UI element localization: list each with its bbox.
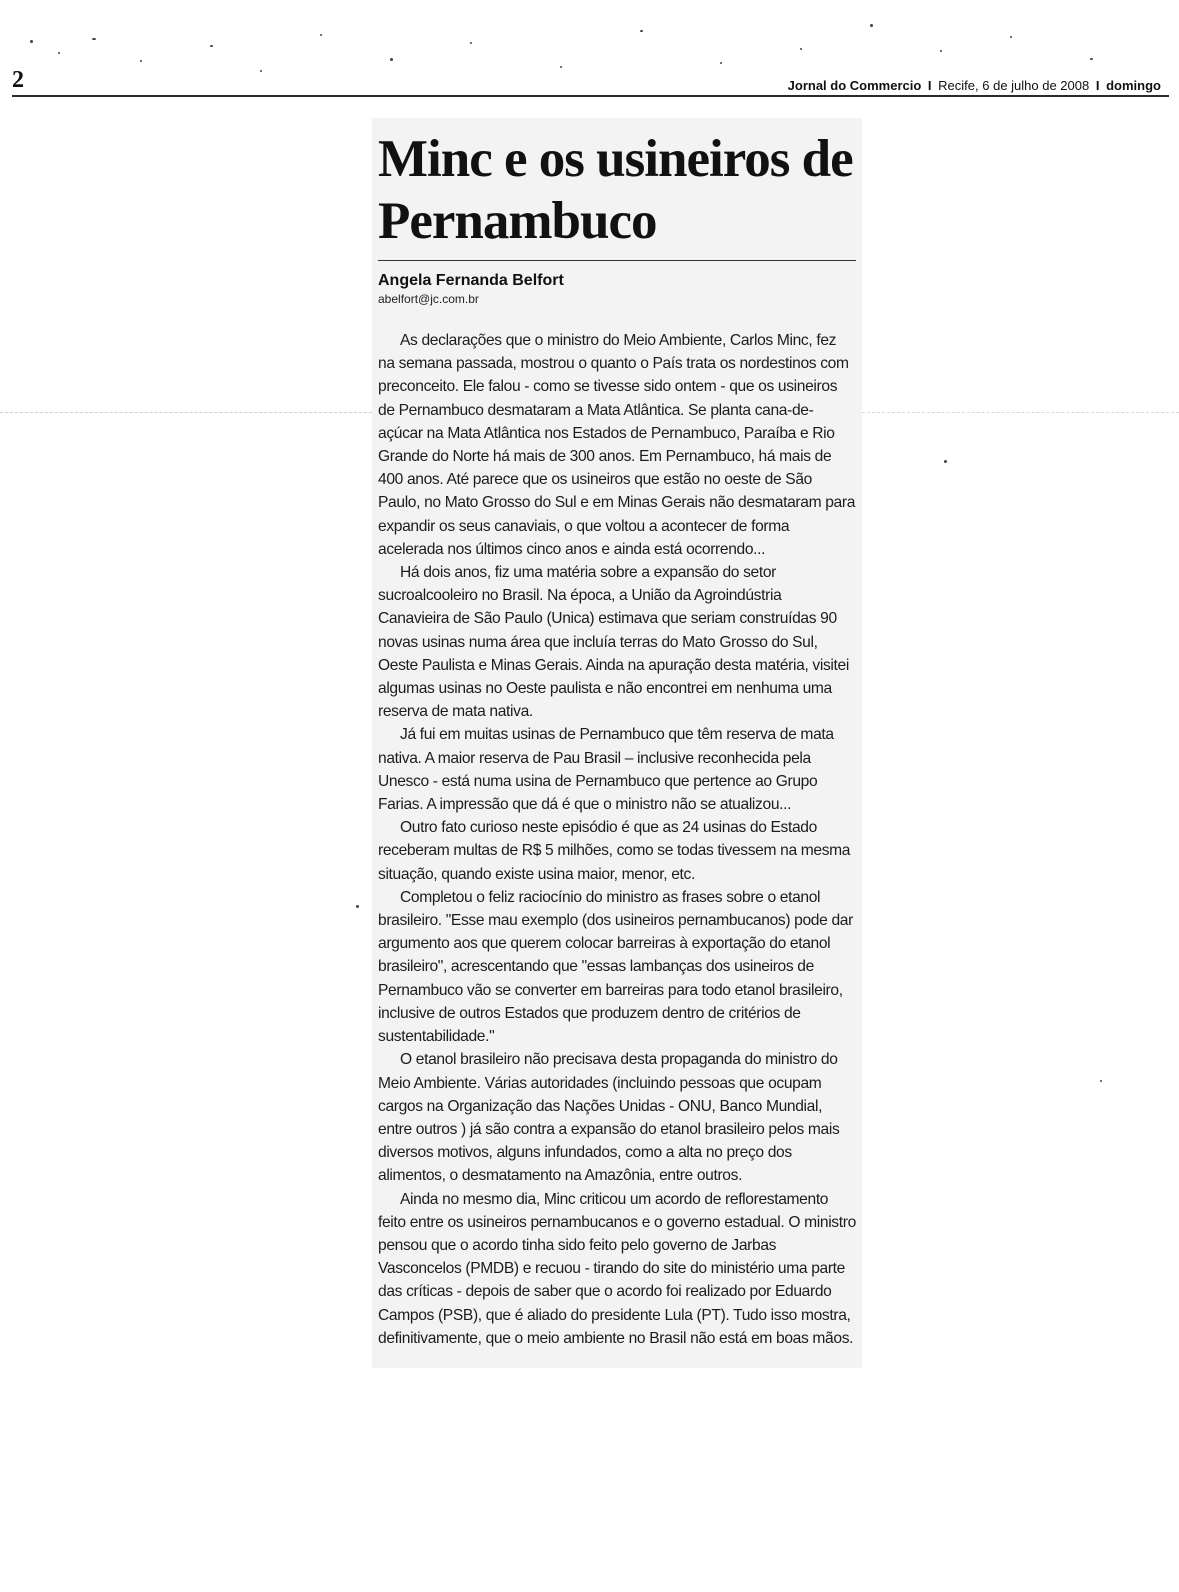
masthead-separator: I xyxy=(927,78,932,93)
page-number: 2 xyxy=(12,67,24,93)
paragraph: Completou o feliz raciocínio do ministro as frases sobre o etanol brasileiro. "Esse mau exemplo (dos usineiros pernambucanos) pode dar argumento aos que querem colocar barreiras à exportação do etanol brasileiro", acrescentando que "essas lambanças dos usineiros de Pernambuco vão se converter em barreiras para todo etanol brasileiro, inclusive de outros Estados que produzem dentro de critérios de sustentabilidade." xyxy=(378,888,853,1046)
paragraph: Já fui em muitas usinas de Pernambuco que têm reserva de mata nativa. A maior reserva de Pau Brasil – inclusive reconhecida pela Unesco - está numa usina de Pernambuco que pertence ao Grupo Farias. A impressão que dá é que o ministro não se atualizou... xyxy=(378,726,834,814)
paragraph: Há dois anos, fiz uma matéria sobre a expansão do setor sucroalcooleiro no Brasil. Na época, a União da Agroindústria Canavieira de São Paulo (Unica) estimava que seriam construídas 90 novas usinas numa área que incluía terras do Mato Grosso do Sul, Oeste Paulista e Minas Gerais. Ainda na apuração desta matéria, visitei algumas usinas no Oeste paulista e não encontrei em nenhuma uma reserva de mata nativa. xyxy=(378,564,849,721)
paragraph: As declarações que o ministro do Meio Ambiente, Carlos Minc, fez na semana passada, mostrou o quanto o País trata os nordestinos com preconceito. Ele falou - como se tivesse sido ontem - que os usineiros de Pernambuco desmataram a Mata Atlântica. Se planta cana-de-açúcar na Mata Atlântica nos Estados de Pernambuco, Paraíba e Rio Grande do Norte há mais de 300 anos. Em Pernambuco, há mais de 400 anos. Até parece que os usineiros que estão no oeste de São Paulo, no Mato Grosso do Sul e em Minas Gerais não desmataram para expandir os seus canaviais, o que voltou a acontecer de forma acelerada nos últimos cinco anos e ainda está ocorrendo... xyxy=(378,332,856,558)
newspaper-name: Jornal do Commercio xyxy=(787,78,922,93)
header-rule xyxy=(12,95,1169,97)
author-email: abelfort@jc.com.br xyxy=(378,292,479,306)
masthead xyxy=(788,78,1161,94)
dateline: Recife, 6 de julho de 2008 xyxy=(938,78,1090,93)
paragraph: Ainda no mesmo dia, Minc criticou um acordo de reflorestamento feito entre os usineiros pernambucanos e o governo estadual. O ministro pensou que o acordo tinha sido feito pelo governo de Jarbas Vasconcelos (PMDB) e recuou - tirando do site do ministério uma parte das críticas - depois de saber que o acordo foi realizado por Eduardo Campos (PSB), que é aliado do presidente Lula (PT). Tudo isso mostra, definitivamente, que o meio ambiente no Brasil não está em boas mãos. xyxy=(378,1190,856,1347)
weekday: domingo xyxy=(1106,78,1161,93)
masthead-separator-2: I xyxy=(1095,78,1100,93)
fold-line-right xyxy=(862,412,1179,413)
headline-rule xyxy=(378,260,856,261)
author-byline: Angela Fernanda Belfort xyxy=(378,272,564,289)
paragraph: O etanol brasileiro não precisava desta propaganda do ministro do Meio Ambiente. Várias autoridades (incluindo pessoas que ocupam cargos na Organização das Nações Unidas - ONU, Banco Mundial, entre outros ) já são contra a expansão do etanol brasileiro pelos mais diversos motivos, alguns infundados, como a alta no preço dos alimentos, o desmatamento na Amazônia, entre outros. xyxy=(378,1051,840,1185)
fold-line-left xyxy=(0,412,372,413)
headline: Minc e os usineiros de Pernambuco xyxy=(378,130,853,250)
paragraph: Outro fato curioso neste episódio é que as 24 usinas do Estado receberam multas de R$ 5 milhões, como se todas tivessem na mesma situação, quando existe usina maior, menor, etc. xyxy=(378,819,851,883)
article-body xyxy=(378,329,856,1350)
article-column xyxy=(372,118,862,1368)
